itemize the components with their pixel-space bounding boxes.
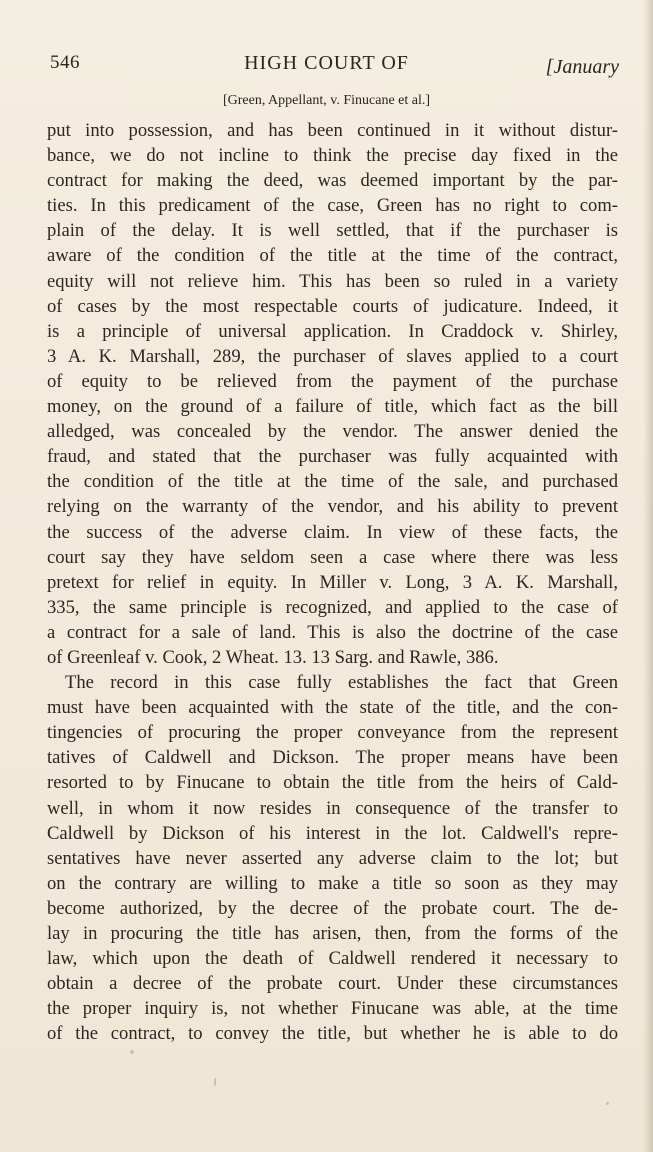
text-line: pretext for relief in equity. In Miller v. Long, 3 A. K. Marshall, bbox=[47, 571, 618, 593]
text-line: contract for making the deed, was deemed important by the par- bbox=[47, 170, 618, 192]
running-title: HIGH COURT OF bbox=[244, 52, 409, 74]
text-line: ties. In this predicament of the case, Green has no right to com- bbox=[47, 195, 618, 217]
text-line: 3 A. K. Marshall, 289, the purchaser of slaves applied to a court bbox=[47, 345, 618, 367]
text-line: bance, we do not incline to think the precise day fixed in the bbox=[47, 145, 618, 167]
text-line: the proper inquiry is, not whether Finucane was able, at the time bbox=[47, 998, 618, 1020]
text-line: law, which upon the death of Caldwell rendered it necessary to bbox=[47, 948, 618, 970]
page-header bbox=[0, 52, 653, 82]
text-line: the condition of the title at the time of the sale, and purchased bbox=[47, 471, 618, 493]
text-line: alledged, was concealed by the vendor. The answer denied the bbox=[47, 421, 618, 443]
text-line: of equity to be relieved from the payment of the purchase bbox=[47, 370, 618, 392]
text-line: the success of the adverse claim. In view of these facts, the bbox=[47, 521, 618, 543]
text-line: sentatives have never asserted any adverse claim to the lot; but bbox=[47, 847, 618, 869]
text-line: on the contrary are willing to make a title so soon as they may bbox=[47, 872, 618, 894]
text-line: obtain a decree of the probate court. Under these circumstances bbox=[47, 973, 618, 995]
case-caption: [Green, Appellant, v. Finucane et al.] bbox=[222, 93, 431, 108]
text-line: resorted to by Finucane to obtain the title from the heirs of Cald- bbox=[47, 772, 618, 794]
text-line: relying on the warranty of the vendor, and his ability to prevent bbox=[47, 496, 618, 518]
text-line: of Greenleaf v. Cook, 2 Wheat. 13. 13 Sarg. and Rawle, 386. bbox=[47, 646, 499, 668]
page-number: 546 bbox=[50, 52, 80, 73]
body-text bbox=[47, 118, 618, 1046]
running-date: [January bbox=[545, 56, 619, 78]
paper-spot bbox=[214, 1078, 216, 1086]
text-line: The record in this case fully establishes the fact that Green bbox=[65, 672, 618, 694]
text-line: aware of the condition of the title at the time of the contract, bbox=[47, 245, 618, 267]
text-line: put into possession, and has been continued in it without distur- bbox=[47, 120, 618, 141]
text-line: plain of the delay. It is well settled, that if the purchaser is bbox=[47, 220, 618, 242]
paper-spot bbox=[130, 1050, 134, 1054]
text-line: a contract for a sale of land. This is also the doctrine of the case bbox=[47, 621, 618, 643]
text-line: well, in whom it now resides in consequence of the transfer to bbox=[47, 797, 618, 819]
text-line: tatives of Caldwell and Dickson. The proper means have been bbox=[47, 747, 618, 769]
text-line: lay in procuring the title has arisen, then, from the forms of the bbox=[47, 923, 618, 944]
text-line: become authorized, by the decree of the probate court. The de- bbox=[47, 897, 618, 919]
text-line: must have been acquainted with the state of the title, and the con- bbox=[47, 697, 618, 719]
text-line: money, on the ground of a failure of title, which fact as the bill bbox=[47, 396, 618, 418]
text-line: of cases by the most respectable courts of judicature. Indeed, it bbox=[47, 295, 618, 317]
text-line: tingencies of procuring the proper conveyance from the represent bbox=[47, 722, 618, 744]
text-line: fraud, and stated that the purchaser was fully acquainted with bbox=[47, 446, 618, 468]
text-line: is a principle of universal application. In Craddock v. Shirley, bbox=[47, 320, 618, 342]
text-line: 335, the same principle is recognized, and applied to the case of bbox=[47, 596, 618, 618]
text-line: of the contract, to convey the title, but whether he is able to do bbox=[47, 1023, 618, 1045]
text-line: court say they have seldom seen a case where there was less bbox=[47, 546, 618, 568]
text-line: equity will not relieve him. This has been so ruled in a variety bbox=[47, 270, 618, 292]
paper-spot bbox=[606, 1102, 609, 1105]
text-line: Caldwell by Dickson of his interest in the lot. Caldwell's repre- bbox=[47, 822, 618, 844]
